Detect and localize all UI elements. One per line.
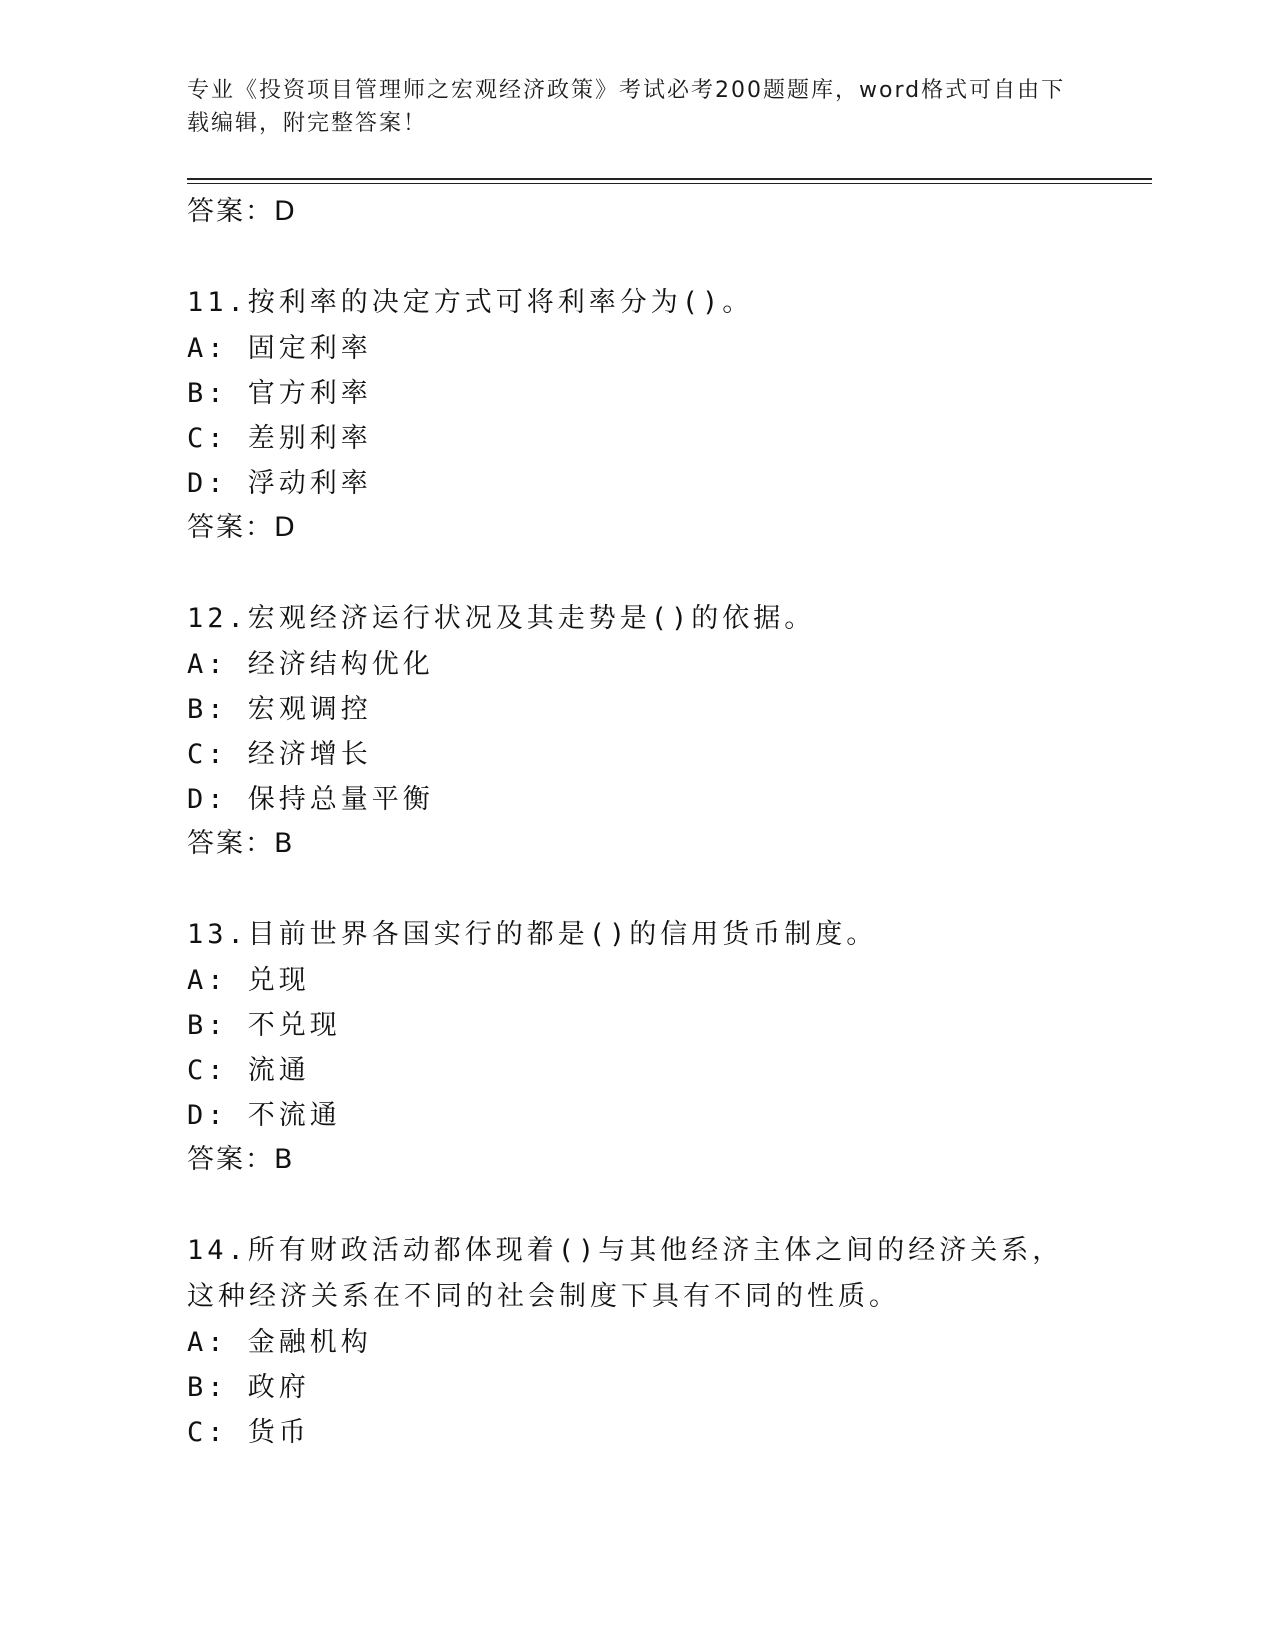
option-d: D: 不流通 xyxy=(187,1100,341,1131)
option-a: A: 兑现 xyxy=(187,965,310,996)
answer-line: 答案：D xyxy=(187,512,297,543)
option-b: B: 宏观调控 xyxy=(187,694,372,725)
question-list xyxy=(187,190,1087,1455)
option-a: A: 金融机构 xyxy=(187,1327,372,1358)
question-12 xyxy=(187,596,1087,866)
option-b: B: 不兑现 xyxy=(187,1010,341,1041)
option-d: D: 保持总量平衡 xyxy=(187,784,434,815)
answer-line: 答案：B xyxy=(187,828,295,859)
question-text: 12.宏观经济运行状况及其走势是()的依据。 xyxy=(187,603,816,634)
header-divider-thin xyxy=(187,183,1152,184)
option-a: A: 固定利率 xyxy=(187,333,372,364)
question-text: 14.所有财政活动都体现着()与其他经济主体之间的经济关系，这种经济关系在不同的社会制度下具有不同的性质。 xyxy=(187,1235,1064,1312)
question-11 xyxy=(187,280,1087,550)
option-c: C: 经济增长 xyxy=(187,739,372,770)
option-b: B: 政府 xyxy=(187,1372,310,1403)
question-14 xyxy=(187,1228,1087,1455)
header-text: 专业《投资项目管理师之宏观经济政策》考试必考200题题库，word格式可自由下载编辑，附完整答案！ xyxy=(187,78,1066,136)
option-c: C: 差别利率 xyxy=(187,423,372,454)
answer-line: 答案：B xyxy=(187,1144,295,1175)
option-c: C: 货币 xyxy=(187,1417,310,1448)
option-a: A: 经济结构优化 xyxy=(187,649,434,680)
answer-line: 答案：D xyxy=(187,196,297,227)
question-text: 11.按利率的决定方式可将利率分为()。 xyxy=(187,287,754,318)
option-d: D: 浮动利率 xyxy=(187,468,372,499)
question-text: 13.目前世界各国实行的都是()的信用货币制度。 xyxy=(187,919,878,950)
header-divider xyxy=(187,178,1152,180)
option-c: C: 流通 xyxy=(187,1055,310,1086)
option-b: B: 官方利率 xyxy=(187,378,372,409)
question-13 xyxy=(187,912,1087,1182)
